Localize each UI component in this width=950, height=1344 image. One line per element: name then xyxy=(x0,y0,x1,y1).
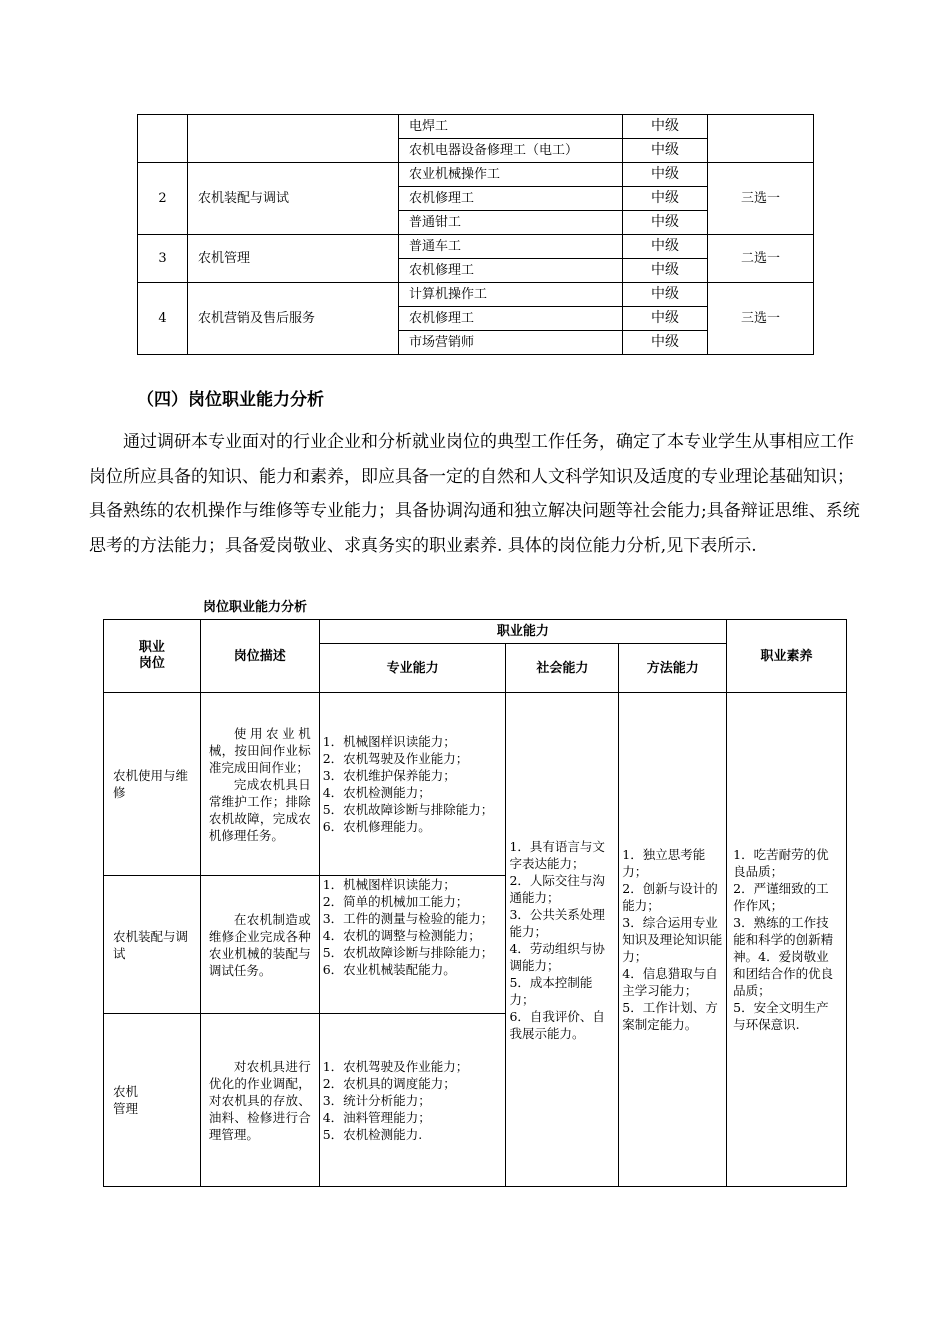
list-item: 3．统计分析能力； xyxy=(322,1092,431,1108)
method-cell xyxy=(619,693,727,1187)
list-item: 1．独立思考能力； xyxy=(622,847,706,879)
professional-cell xyxy=(319,693,506,876)
job-cell: 普通钳工 xyxy=(399,211,623,235)
list-item: 5．农机检测能力. xyxy=(322,1126,423,1142)
list-item: 6．农机修理能力。 xyxy=(322,819,431,834)
job-cell: 农机修理工 xyxy=(399,307,623,331)
qualification-table xyxy=(137,114,814,355)
list-item: 2．农机驾驶及作业能力； xyxy=(322,751,469,766)
list-item: 2．创新与设计的能力； xyxy=(622,881,718,913)
description-cell xyxy=(200,693,319,876)
row-number: 3 xyxy=(138,235,188,283)
direction-cell: 农机管理 xyxy=(188,235,399,283)
select-cell: 三选一 xyxy=(708,163,814,235)
list-item: 4．农机的调整与检测能力； xyxy=(322,928,481,943)
job-cell: 计算机操作工 xyxy=(399,283,623,307)
level-cell: 中级 xyxy=(623,259,708,283)
section-heading: （四）岗位职业能力分析 xyxy=(137,390,324,410)
list-item: 1．机械图样识读能力； xyxy=(322,734,456,749)
quality-cell xyxy=(727,693,847,1187)
description-cell xyxy=(200,1014,319,1187)
list-item: 3．公共关系处理能力； xyxy=(509,906,605,939)
description-line: 使用农业机械，按田间作业标准完成田间作业； xyxy=(208,725,311,775)
job-cell: 农业机械操作工 xyxy=(399,163,623,187)
list-item: 1．机械图样识读能力； xyxy=(322,877,456,892)
select-cell: 二选一 xyxy=(708,235,814,283)
list-item: 5．工作计划、方案制定能力。 xyxy=(622,1000,718,1032)
job-cell: 农机修理工 xyxy=(399,259,623,283)
level-cell: 中级 xyxy=(623,139,708,163)
row-number: 4 xyxy=(138,283,188,355)
header-description: 岗位描述 xyxy=(200,620,319,693)
list-item: 5．农机故障诊断与排除能力； xyxy=(322,945,494,960)
level-cell: 中级 xyxy=(623,211,708,235)
professional-cell xyxy=(319,1014,506,1187)
select-cell: 三选一 xyxy=(708,283,814,355)
description-line: 完成农机具日常维护工作；排除农机故障，完成农机修理任务。 xyxy=(208,776,311,843)
list-item: 5．安全文明生产与环保意识. xyxy=(733,1000,829,1032)
list-item: 4．油料管理能力； xyxy=(322,1109,431,1125)
level-cell: 中级 xyxy=(623,235,708,259)
select-cell xyxy=(708,115,814,163)
list-item: 2．简单的机械加工能力； xyxy=(322,894,469,909)
table-caption: 岗位职业能力分析 xyxy=(203,600,308,615)
job-cell: 农机修理工 xyxy=(399,187,623,211)
list-item: 3．综合运用专业知识及理论知识能力； xyxy=(622,915,723,964)
description-line: 对农机具进行优化的作业调配，对农机具的存放、油料、检修进行合理管理。 xyxy=(208,1058,311,1142)
job-cell: 市场营销师 xyxy=(399,331,623,355)
list-item: 5．农机故障诊断与排除能力； xyxy=(322,802,494,817)
direction-cell: 农机营销及售后服务 xyxy=(188,283,399,355)
header-quality: 职业素养 xyxy=(727,620,847,693)
list-item: 2．严谨细致的工作作风； xyxy=(733,881,829,913)
list-item: 4．农机检测能力； xyxy=(322,785,431,800)
job-cell: 农机电器设备修理工（电工） xyxy=(399,139,623,163)
list-item: 3．熟练的工作技能和科学的创新精神。4．爱岗敬业和团结合作的优良品质； xyxy=(733,915,834,998)
header-position: 职业 岗位 xyxy=(104,620,201,693)
list-item: 6．自我评价、自我展示能力。 xyxy=(509,1008,605,1041)
description-cell xyxy=(200,876,319,1014)
position-cell: 农机 管理 xyxy=(104,1014,201,1187)
level-cell: 中级 xyxy=(623,115,708,139)
list-item: 6．农业机械装配能力。 xyxy=(322,962,456,977)
ability-analysis-table xyxy=(103,619,847,1187)
header-professional: 专业能力 xyxy=(319,644,506,693)
level-cell: 中级 xyxy=(623,283,708,307)
header-social: 社会能力 xyxy=(506,644,619,693)
description-line: 在农机制造或维修企业完成各种农业机械的装配与调试任务。 xyxy=(208,911,311,978)
row-number: 2 xyxy=(138,163,188,235)
list-item: 4．信息猎取与自主学习能力； xyxy=(622,966,718,998)
level-cell: 中级 xyxy=(623,331,708,355)
direction-cell xyxy=(188,115,399,163)
level-cell: 中级 xyxy=(623,307,708,331)
body-paragraph: 通过调研本专业面对的行业企业和分析就业岗位的典型工作任务，确定了本专业学生从事相应工作岗位所应具备的知识、能力和素养，即应具备一定的自然和人文科学知识及适度的专业理论基础知识；具备熟练的农机操作与维修等专业能力；具备协调沟通和独立解决问题等社会能力;具备辩证思维、系统思考的方法能力；具备爱岗敬业、求真务实的职业素养. 具体的岗位能力分析,见下表所示. xyxy=(89,432,860,556)
header-ability: 职业能力 xyxy=(319,620,726,644)
level-cell: 中级 xyxy=(623,187,708,211)
list-item: 1．具有语言与文字表达能力； xyxy=(509,838,605,871)
row-number xyxy=(138,115,188,163)
professional-cell xyxy=(319,876,506,1014)
direction-cell: 农机装配与调试 xyxy=(188,163,399,235)
list-item: 5．成本控制能力； xyxy=(509,974,593,1007)
list-item: 2．农机具的调度能力； xyxy=(322,1075,456,1091)
list-item: 3．农机维护保养能力； xyxy=(322,768,456,783)
job-cell: 电焊工 xyxy=(399,115,623,139)
social-cell xyxy=(506,693,619,1187)
level-cell: 中级 xyxy=(623,163,708,187)
position-cell: 农机装配与调试 xyxy=(104,876,201,1014)
list-item: 1．吃苦耐劳的优良品质； xyxy=(733,847,829,879)
position-cell: 农机使用与维修 xyxy=(104,693,201,876)
job-cell: 普通车工 xyxy=(399,235,623,259)
list-item: 3．工件的测量与检验的能力； xyxy=(322,911,494,926)
list-item: 4．劳动组织与协调能力； xyxy=(509,940,605,973)
list-item: 2．人际交往与沟通能力； xyxy=(509,872,605,905)
header-method: 方法能力 xyxy=(619,644,727,693)
list-item: 1．农机驾驶及作业能力； xyxy=(322,1058,469,1074)
